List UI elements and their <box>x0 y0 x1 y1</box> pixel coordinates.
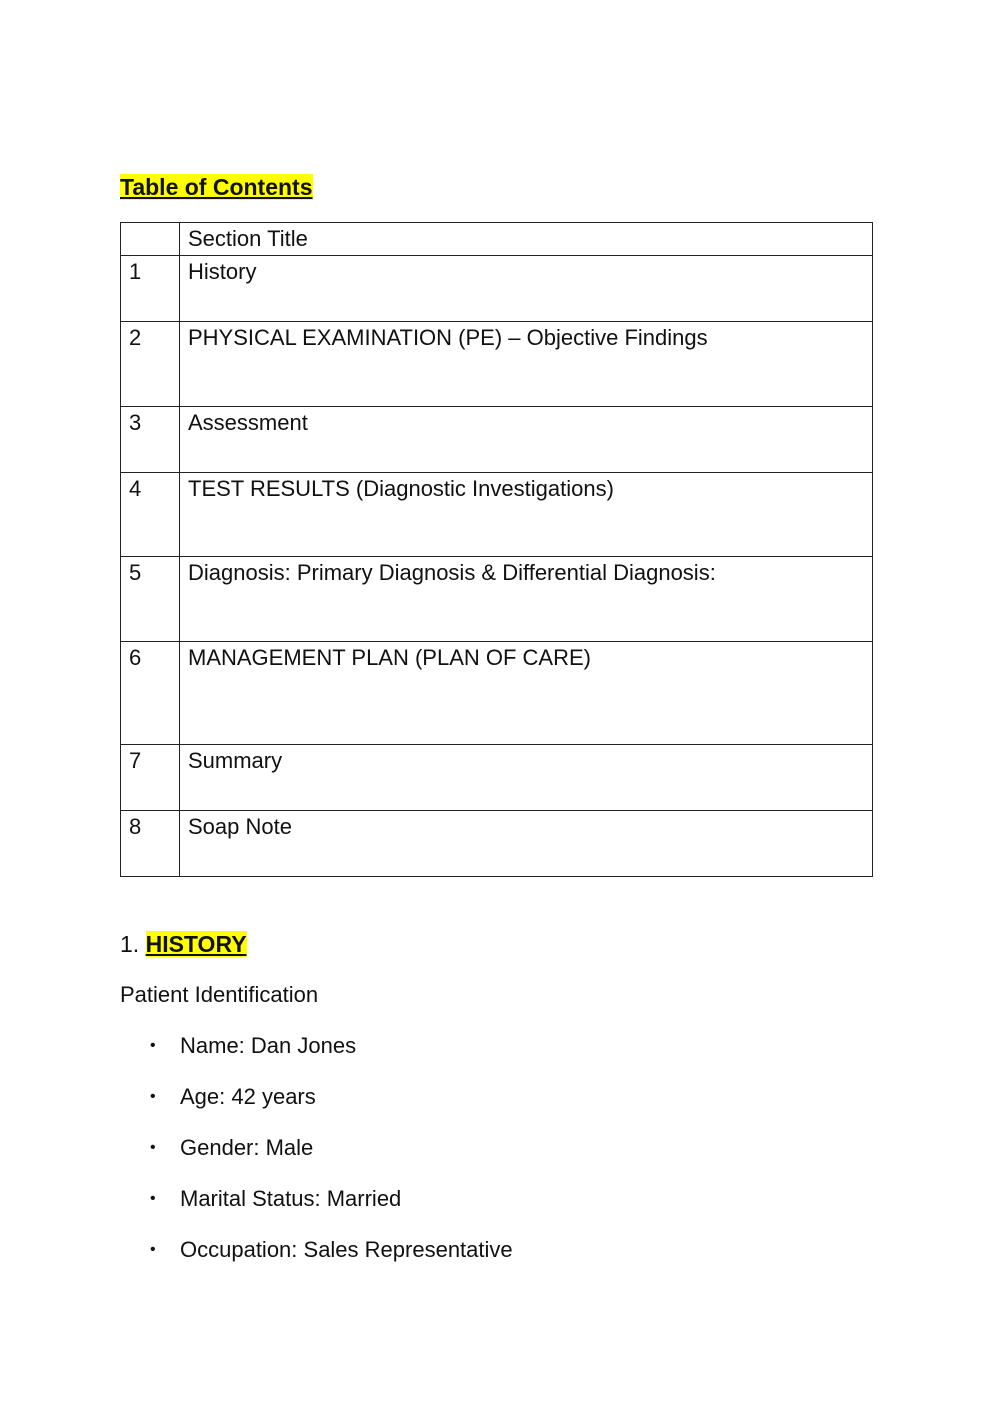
toc-row-number: 8 <box>121 811 180 877</box>
list-item-text: Occupation: Sales Representative <box>180 1237 513 1262</box>
toc-row-title: Summary <box>180 745 873 811</box>
list-item <box>120 1184 513 1235</box>
toc-row-title: Soap Note <box>180 811 873 877</box>
bullet-icon: • <box>150 1190 156 1207</box>
toc-row-number: 1 <box>121 256 180 322</box>
toc-row-number: 3 <box>121 407 180 473</box>
bullet-icon: • <box>150 1241 156 1258</box>
toc-row-title: Diagnosis: Primary Diagnosis & Differential Diagnosis: <box>180 557 873 642</box>
patient-info-list <box>120 1031 513 1286</box>
list-item-text: Age: 42 years <box>180 1084 316 1109</box>
toc-header-row <box>121 223 873 256</box>
toc-row <box>121 557 873 642</box>
list-item <box>120 1031 513 1082</box>
history-heading-number: 1. <box>120 931 140 957</box>
toc-heading <box>120 172 313 202</box>
toc-row <box>121 811 873 877</box>
toc-row <box>121 473 873 557</box>
list-item <box>120 1133 513 1184</box>
toc-row-number: 2 <box>121 322 180 407</box>
list-item-text: Gender: Male <box>180 1135 314 1160</box>
toc-heading-text: Table of Contents <box>120 174 313 200</box>
list-item-text: Marital Status: Married <box>180 1186 402 1211</box>
list-item-text: Name: Dan Jones <box>180 1033 357 1058</box>
toc-row-number: 5 <box>121 557 180 642</box>
toc-row-number: 7 <box>121 745 180 811</box>
toc-row-number: 4 <box>121 473 180 557</box>
toc-row-title: History <box>180 256 873 322</box>
toc-row <box>121 407 873 473</box>
bullet-icon: • <box>150 1037 156 1054</box>
toc-table <box>120 222 873 877</box>
toc-row <box>121 745 873 811</box>
history-heading-title: HISTORY <box>145 931 247 957</box>
toc-row <box>121 642 873 745</box>
list-item <box>120 1235 513 1286</box>
toc-row-title: MANAGEMENT PLAN (PLAN OF CARE) <box>180 642 873 745</box>
toc-row <box>121 322 873 407</box>
list-item <box>120 1082 513 1133</box>
toc-header-number <box>121 223 180 256</box>
patient-identification-heading: Patient Identification <box>120 982 319 1007</box>
toc-row <box>121 256 873 322</box>
toc-row-title: TEST RESULTS (Diagnostic Investigations) <box>180 473 873 557</box>
bullet-icon: • <box>150 1088 156 1105</box>
toc-header-title: Section Title <box>180 223 873 256</box>
toc-row-number: 6 <box>121 642 180 745</box>
toc-row-title: PHYSICAL EXAMINATION (PE) – Objective Findings <box>180 322 873 407</box>
history-heading <box>120 928 247 960</box>
toc-row-title: Assessment <box>180 407 873 473</box>
bullet-icon: • <box>150 1139 156 1156</box>
